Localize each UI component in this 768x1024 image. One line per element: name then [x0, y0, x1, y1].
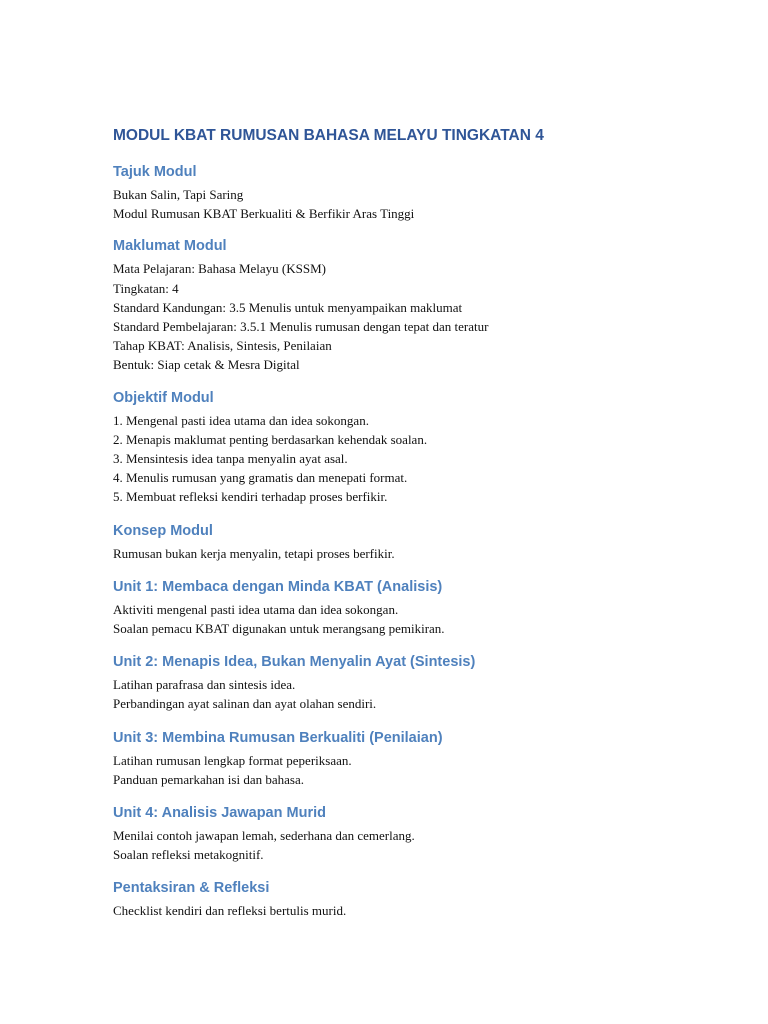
section-body [113, 675, 713, 713]
body-line: 4. Menulis rumusan yang gramatis dan menepati format. [113, 470, 408, 486]
body-line: 3. Mensintesis idea tanpa menyalin ayat asal. [113, 451, 348, 467]
section-heading: Unit 2: Menapis Idea, Bukan Menyalin Ayat (Sintesis) [113, 654, 476, 671]
body-line: Latihan parafrasa dan sintesis idea. [113, 677, 296, 693]
section-2 [113, 236, 713, 374]
section-7 [113, 728, 713, 789]
section-body [113, 600, 713, 638]
section-body [113, 751, 713, 789]
body-line: Modul Rumusan KBAT Berkualiti & Berfikir Aras Tinggi [113, 206, 415, 222]
body-line: Tahap KBAT: Analisis, Sintesis, Penilaian [113, 338, 332, 354]
body-line: Bentuk: Siap cetak & Mesra Digital [113, 357, 300, 373]
body-line: Aktiviti mengenal pasti idea utama dan idea sokongan. [113, 601, 399, 617]
section-heading: Maklumat Modul [113, 238, 227, 255]
body-line: Standard Kandungan: 3.5 Menulis untuk menyampaikan maklumat [113, 299, 463, 315]
section-body [113, 544, 713, 563]
section-body [113, 411, 713, 507]
section-heading: Konsep Modul [113, 522, 213, 539]
body-line: Soalan pemacu KBAT digunakan untuk merangsang pemikiran. [113, 621, 445, 637]
document-page [113, 122, 713, 921]
section-heading: Pentaksiran & Refleksi [113, 880, 270, 897]
body-line: 5. Membuat refleksi kendiri terhadap proses berfikir. [113, 489, 388, 505]
section-heading: Objektif Modul [113, 389, 214, 406]
body-line: Standard Pembelajaran: 3.5.1 Menulis rumusan dengan tepat dan teratur [113, 319, 489, 335]
section-heading: Unit 3: Membina Rumusan Berkualiti (Penilaian) [113, 729, 443, 746]
section-body [113, 826, 713, 864]
document-title: MODUL KBAT RUMUSAN BAHASA MELAYU TINGKATAN 4 [113, 127, 544, 144]
section-body [113, 901, 713, 920]
body-line: Rumusan bukan kerja menyalin, tetapi proses berfikir. [113, 545, 395, 561]
section-body [113, 185, 713, 223]
section-heading: Unit 1: Membaca dengan Minda KBAT (Analisis) [113, 578, 443, 595]
body-line: 2. Menapis maklumat penting berdasarkan kehendak soalan. [113, 431, 428, 447]
section-4 [113, 521, 713, 563]
section-body [113, 259, 713, 374]
section-5 [113, 577, 713, 638]
section-9 [113, 878, 713, 920]
body-line: Tingkatan: 4 [113, 280, 179, 296]
body-line: 1. Mengenal pasti idea utama dan idea sokongan. [113, 412, 369, 428]
body-line: Mata Pelajaran: Bahasa Melayu (KSSM) [113, 261, 327, 277]
body-line: Bukan Salin, Tapi Saring [113, 187, 244, 202]
section-6 [113, 652, 713, 713]
section-8 [113, 803, 713, 864]
body-line: Checklist kendiri dan refleksi bertulis murid. [113, 903, 347, 919]
section-heading: Tajuk Modul [113, 164, 197, 180]
body-line: Latihan rumusan lengkap format peperiksaan. [113, 752, 352, 768]
body-line: Menilai contoh jawapan lemah, sederhana dan cemerlang. [113, 828, 415, 844]
body-line: Soalan refleksi metakognitif. [113, 847, 264, 863]
section-1 [113, 162, 713, 223]
body-line: Perbandingan ayat salinan dan ayat olahan sendiri. [113, 696, 377, 712]
section-3 [113, 388, 713, 507]
document-body [113, 162, 713, 921]
section-heading: Unit 4: Analisis Jawapan Murid [113, 805, 326, 822]
body-line: Panduan pemarkahan isi dan bahasa. [113, 771, 304, 787]
